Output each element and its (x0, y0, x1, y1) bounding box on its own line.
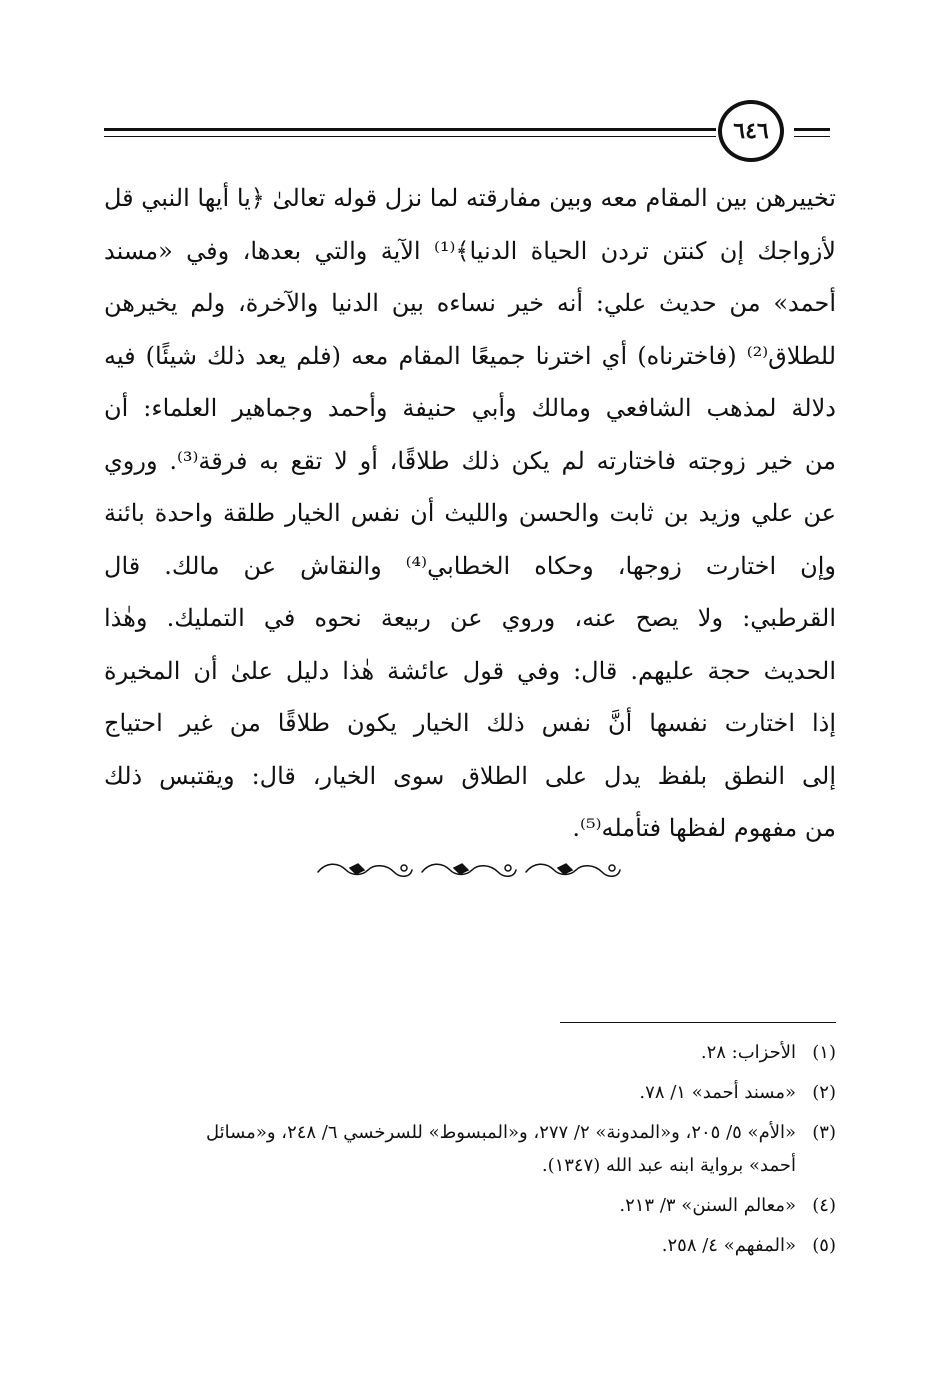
body-text-line: إلى النطق بلفظ يدل على الطلاق سوى الخيار، قال: ويقتبس ذلك (104, 761, 836, 790)
footnote (104, 1076, 836, 1109)
footnote (104, 1229, 836, 1262)
footnote-text-line: الأحزاب: ٢٨. (700, 1042, 796, 1063)
header-rule (104, 128, 716, 131)
footnote-text (104, 1189, 796, 1222)
ornament-motif (318, 864, 412, 876)
body-text-line: أحمد» من حديث علي: أنه خير نساءه بين الدنيا والآخرة، ولم يخيرهن (104, 289, 836, 317)
footnote (104, 1116, 836, 1182)
footnote-text (104, 1116, 796, 1182)
footnote-number: (١) (812, 1042, 836, 1063)
header-rule (794, 136, 830, 137)
body-text-line: لأزواجك إن كنتن تردن الحياة الدنيا﴾⁽¹⁾ الآية والتي بعدها، وفي «مسند (104, 236, 836, 265)
body-text-line: عن علي وزيد بن ثابت والحسن والليث أن نفس الخيار طلقة واحدة بائنة (104, 499, 836, 527)
footnote-text-line: «المفهم» ٤/ ٢٥٨. (661, 1235, 796, 1256)
footnote-separator (560, 1022, 836, 1023)
footnote-number: (٥) (812, 1235, 836, 1256)
page-number-badge (718, 100, 784, 162)
footnote (104, 1189, 836, 1222)
page-number: ٦٤٦ (733, 118, 769, 144)
body-text-line: تخييرهن بين المقام معه وبين مفارقته لما نزل قوله تعالىٰ ﴿يا أيها النبي قل (104, 184, 836, 212)
footnote-text (104, 1036, 796, 1069)
footnote-text (104, 1076, 796, 1109)
body-text-line: من مفهوم لفظها فتأمله⁽⁵⁾. (572, 814, 836, 842)
body-text-line: وإن اختارت زوجها، وحكاه الخطابي⁽⁴⁾ والنقاش عن مالك. قال (104, 551, 836, 580)
header-rule (104, 136, 716, 137)
footnote-text (104, 1229, 796, 1262)
footnote-text-line: «معالم السنن» ٣/ ٢١٣. (619, 1195, 796, 1216)
ornament-motif (422, 864, 516, 876)
footnote-number: (٤) (812, 1195, 836, 1216)
page-header (104, 98, 830, 158)
footnotes (104, 1036, 836, 1269)
footnote-text-line: «مسند أحمد» ١/ ٧٨. (639, 1082, 796, 1103)
body-text-line: القرطبي: ولا يصح عنه، وروي عن ربيعة نحوه في التمليك. وهٰذا (104, 604, 836, 632)
body-text-line: من خير زوجته فاختارته لم يكن ذلك طلاقًا، أو لا تقع به فرقة⁽³⁾. وروي (104, 446, 836, 475)
body-text-line: إذا اختارت نفسها أنَّ نفس ذلك الخيار يكون طلاقًا من غير احتياج (104, 709, 836, 737)
header-rule (794, 128, 830, 131)
body-text-line: دلالة لمذهب الشافعي ومالك وأبي حنيفة وأحمد وجماهير العلماء: أن (104, 394, 836, 422)
footnote (104, 1036, 836, 1069)
ornament-motif (526, 864, 620, 876)
footnote-number: (٢) (812, 1082, 836, 1103)
main-text (104, 172, 836, 855)
footnote-number: (٣) (812, 1122, 836, 1143)
footnote-text-line: أحمد» برواية ابنه عبد الله (١٣٤٧). (541, 1155, 796, 1176)
body-text-line: للطلاق⁽²⁾ (فاخترناه) أي اخترنا جميعًا المقام معه (فلم يعد ذلك شيئًا) فيه (104, 341, 836, 370)
body-text-line: الحديث حجة عليهم. قال: وفي قول عائشة هٰذا دليل علىٰ أن المخيرة (104, 656, 836, 685)
ornament-divider (312, 856, 624, 884)
footnote-text-line: «الأم» ٥/ ٢٠٥، و«المدونة» ٢/ ٢٧٧، و«المبسوط» للسرخسي ٦/ ٢٤٨، و«مسائل (206, 1122, 796, 1143)
